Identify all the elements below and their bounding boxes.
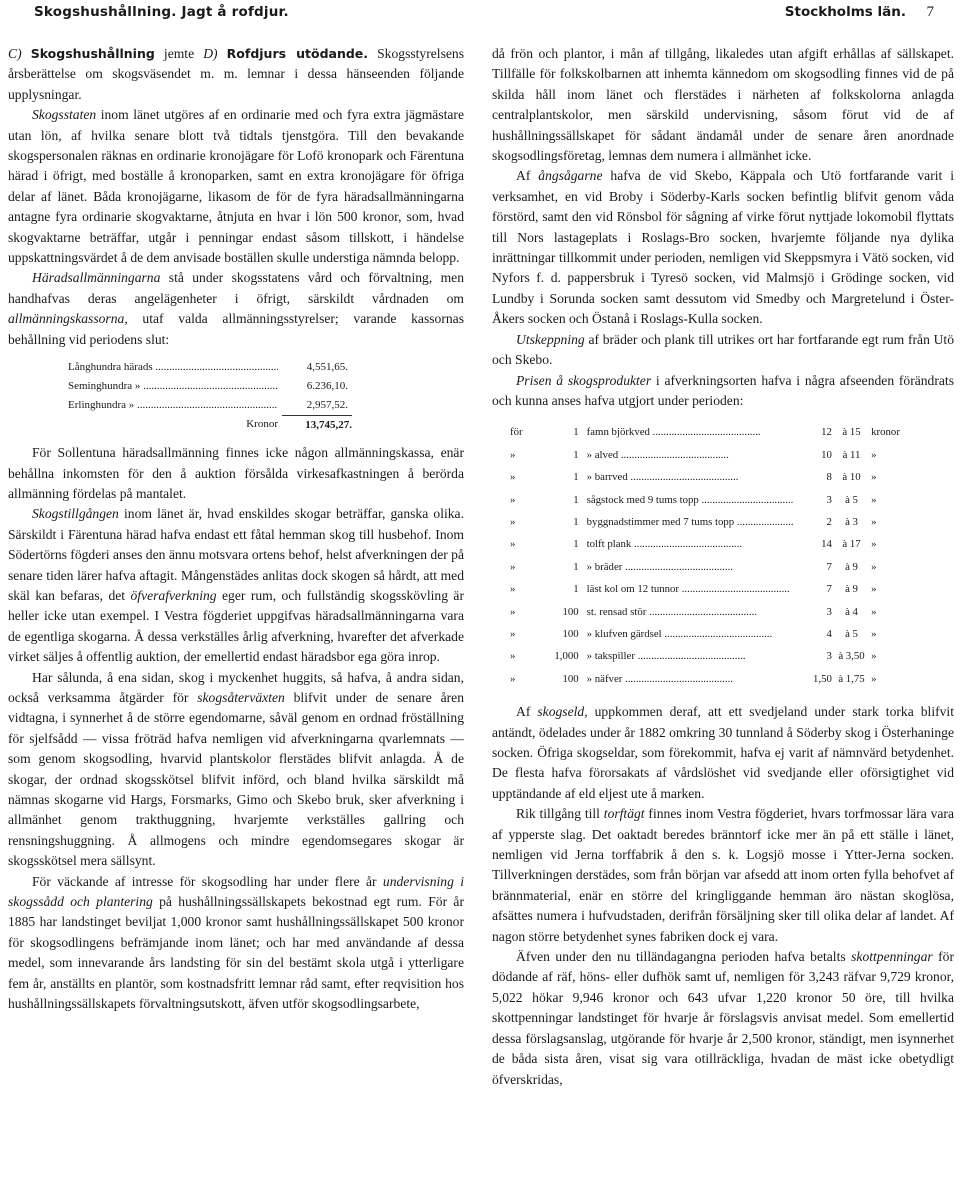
- price-cell-qty: 1: [573, 448, 579, 461]
- price-cell-pre: »: [510, 515, 516, 528]
- price-cell-item: » takspiller .....: [587, 645, 793, 667]
- paragraph-skogseld: Af skogseld, uppkommen deraf, att ett svedjeland under stark torka blifvit antändt, ödelades under år 1882 omkring 30 tunnland å Söderby skog i Österhaninge socken. Öfriga skogseldar, som förekommit, hafva ej varit af nämnvärd betydenhet. De flesta hafva förorsakats af vårdslöshet vid svedjande eller oförsigtighet vid upptändande af eld eljest ute å marken.: [492, 704, 954, 801]
- price-cell-unit: »: [871, 560, 877, 573]
- price-cell-qty: 1,000: [554, 650, 579, 663]
- price-cell-item: » barrved .....: [587, 466, 793, 488]
- kassor-table: [68, 358, 388, 435]
- price-table: [510, 421, 930, 690]
- price-cell-item: läst kol om 12 tunnor .....: [587, 578, 793, 600]
- price-cell-to: à 9: [845, 583, 858, 596]
- price-cell-from: 3: [826, 605, 832, 618]
- price-cell-unit: »: [871, 515, 877, 528]
- paragraph-skogstillgangen: Skogstillgången inom länet är, hvad enskildes skogar beträffar, ganska olika. Särskildt i Färentuna härad hafva endast ett fåtal hemman skog till husbehof. Inom Södertörns fögderi anses den ännu motsvara ortens behof, helst afverkningen der på senare tiden lärer hafva aftagit. Mångenstädes anlitas dock skogen så hårdt, att med skäl kan befaras, det öfverafverkning eger rum, och fullständig skogsskövling är heller icke utan exempel. I Vestra fögderiet uppgifvas häradsallmänningarna vara de egentliga skogarna. Å dessa verkställes årlig afverkning, hvarefter det afverkade virket säljes å offentlig auktion, der emellertid endast häradsbor ega göra inrop.: [8, 506, 465, 665]
- price-cell-unit: »: [871, 650, 877, 663]
- price-cell-pre: »: [510, 583, 516, 596]
- price-cell-qty: 1: [573, 426, 579, 439]
- price-cell-unit: »: [871, 471, 877, 484]
- table-row: Erlinghundra » ..... 2,957,52.: [68, 396, 388, 415]
- price-cell-to: à 1,75: [838, 672, 865, 685]
- price-cell-unit: »: [871, 672, 877, 685]
- price-row: [510, 533, 930, 555]
- price-row: [510, 421, 930, 443]
- price-cell-unit: »: [871, 493, 877, 506]
- price-cell-item: » alved .....: [587, 444, 793, 466]
- price-row: [510, 645, 930, 667]
- price-cell-from: 1,50: [812, 672, 832, 685]
- price-cell-qty: 100: [562, 672, 579, 685]
- price-cell-to: à 3,50: [838, 650, 865, 663]
- price-cell-qty: 100: [562, 605, 579, 618]
- price-row: [510, 556, 930, 578]
- price-cell-to: à 4: [845, 605, 858, 618]
- price-cell-to: à 15: [842, 426, 861, 439]
- paragraph-skogsstaten: Skogsstaten inom länet utgöres af en ordinarie med och fyra extra jägmästare utan lön, af hvilka senare blott två tidtals tjenstgöra. Till den bevakande skogspersonalen räknas en ordinarie kronojägare för Lofö kronopark och Färentuna härad i öfrigt, med boställe å kronoparken, samt en extra kronojägare för öfriga delar af länet. Båda kronojägarne, likasom de för de fyra häradsallmänningarna antagne fyra ordinarie skogvaktarne, åtnjuta en hvar i lön 500 kronor, som, hvad skogvaktarne beträffar, utgår i penningar endast såsom tillskott, i händelse uppskattningsvärdet å de dem anvisade boställen skulle understiga nämnda belopp.: [8, 107, 464, 266]
- price-cell-pre: »: [510, 448, 516, 461]
- price-cell-to: à 9: [845, 560, 858, 573]
- price-cell-unit: »: [871, 538, 877, 551]
- price-cell-to: à 3: [845, 515, 858, 528]
- price-cell-pre: »: [510, 627, 516, 640]
- price-cell-to: à 11: [842, 448, 861, 461]
- price-row: [510, 668, 930, 690]
- paragraph-skottpenningar: Äfven under den nu tilländagangna perioden hafva betalts skottpenningar för dödande af räf, höns- eller dufhök samt uf, nemligen för 3,243 räfvar 9,729 kronor, 5,022 hökar 9,946 kronor och 643 ufvar 1,220 kronor 50 öre, till hvilka skottpenningar landstinget för hvarje år förslagsvis anvisat medel. Som emellertid dessa förslagsanslag, utgörande för hvarje år 2,500 kronor, ständigt, men isynnerhet de båda sista åren, visat sig vara otillräckliga, hvadan de mäst icke obetydligt öfverskridas,: [492, 949, 955, 1087]
- paragraph-angsagar: Af ångsågarne hafva de vid Skebo, Käppala och Utö fortfarande varit i verksamhet, en vid Broby i Söderby-Karls socken befintlig blifvit genom våda förstörd, samt den vid Rönsbol för sågning af virke förut nyttjade lokomobil flyttats till Nors lastageplats i Roslags-Bro socken, hvarjemte följande nya dylika inrättningar tillkommit under perioden, nemligen vid Skeppsmyra i Vätö socken, vid Nyfors f. d. pappersbruk i Tyresö socken, vid Malmsjö i Grödinge socken, vid Lundby i Sorunda socken samt dessutom vid Smedby och Margretelund i Öster-Åkers socken och Östanå i Roslags-Kulla socken.: [492, 168, 954, 327]
- price-cell-to: à 5: [845, 627, 858, 640]
- price-cell-to: à 5: [845, 493, 858, 506]
- price-cell-from: 3: [826, 493, 832, 506]
- table-total-row: Kronor 13,745,27.: [68, 415, 388, 435]
- price-cell-pre: »: [510, 493, 516, 506]
- price-cell-pre: »: [510, 560, 516, 573]
- price-cell-qty: 1: [573, 538, 579, 551]
- price-row: [510, 466, 930, 488]
- page-header: [34, 4, 934, 26]
- price-cell-from: 8: [826, 471, 832, 484]
- price-cell-from: 7: [826, 583, 832, 596]
- price-cell-from: 3: [826, 650, 832, 663]
- paragraph-torftagt: Rik tillgång till torftägt finnes inom Vestra fögderiet, hvars torfmossar lära vara af ypperste slag. Det oaktadt beredes bränntorf icke mer än på ett ställe i länet, nemligen vid Jerna torffabrik å den s. k. Logsjö mosse i Ytter-Jerna socken. Tillverkningen derstädes, som från början var afsedd att inom orten fylla behofvet af brännmaterial, enär en större del kringliggande hemman äro nästan skoglösa, afsättes numera i hufvudstaden, derifrån försäljning sker till olika delar af landet. Af nagon större betydenhet synes fabriken dock ej vara.: [492, 806, 954, 944]
- left-column: [8, 44, 464, 1014]
- price-cell-pre: »: [510, 471, 516, 484]
- paragraph-sollentuna: För Sollentuna häradsallmänning finnes icke någon allmänningskassa, enär behållna inkomsten för den å auktion försålda virkesafkastningen å berörda allmänning fördelas på mantalet.: [8, 445, 464, 501]
- price-cell-item: » klufven gärdsel .....: [587, 623, 793, 645]
- price-row: [510, 489, 930, 511]
- price-cell-from: 4: [826, 627, 832, 640]
- price-row: [510, 601, 930, 623]
- paragraph-utskeppning: Utskeppning af bräder och plank till utrikes ort har fortfarande egt rum från Utö och Skebo.: [492, 331, 954, 368]
- price-cell-item: sågstock med 9 tums topp .....: [587, 489, 793, 511]
- price-cell-from: 14: [821, 538, 832, 551]
- price-cell-unit: »: [871, 448, 877, 461]
- paragraph-haradsallmanningar: Häradsallmänningarna stå under skogsstatens vård och förvaltning, men handhafvas deras angelägenheter i öfrigt, särskildt vårdnaden om allmänningskassorna, utaf valda allmänningsstyrelser; varande kassornas behållning vid periodens slut:: [8, 270, 464, 347]
- section-intro: C) Skogshushållning jemte D) Rofdjurs utödande. Skogsstyrelsens årsberättelse om skogsväsendet m. m. lemnar i dessa hänseenden följande upplysningar.: [8, 46, 464, 102]
- paragraph-undervisning: För väckande af intresse för skogsodling har under flere år undervisning i skogssådd och plantering på hushållningssällskapets bekostnad egt rum. För år 1885 har landstinget beviljat 1,000 kronor samt hushållningssällskapet 500 kronor för skogsodlingens befrämjande inom länet; och har med användande af dessa medel, som innevarande års landsting för sin del bestämt skola utgå i ytterligare fem år, anställts en plantör, som kostnadsfritt lemnar råd samt, efter reqvisition hos hushållningssällskapets förvaltningsutskott, äfven utför skogsodlingsarbete,: [8, 873, 464, 1012]
- price-cell-pre: »: [510, 538, 516, 551]
- price-cell-pre: »: [510, 605, 516, 618]
- price-cell-qty: 1: [573, 515, 579, 528]
- running-head-left: Skogshushållning. Jagt å rofdjur.: [34, 4, 289, 20]
- price-cell-from: 2: [826, 515, 832, 528]
- price-cell-item: byggnadstimmer med 7 tums topp .....: [587, 511, 793, 533]
- price-cell-pre: »: [510, 650, 516, 663]
- price-cell-from: 7: [826, 560, 832, 573]
- paragraph-skogsaterväxt: Har sålunda, å ena sidan, skog i myckenhet huggits, så hafva, å andra sidan, också verksamma åtgärder för skogsåterväxten blifvit under de senare åren vidtagna, i synnerhet å de större egendomarne, såväl genom en ordnad fröställning för sjelfsådd — vissa fröträd hafva nemligen vid afverkningarna qvarlemnats — som genom skogsodling, hvarvid plantskolor flerstädes blifvit anlagda. Å de skogar, der ordnad skogsskötsel blifvit införd, och bland hvilka särskildt må nämnas skogarne vid Hargs, Forsmarks, Gimo och Skebo bruk, sker afverkning i allmänhet genom trakthuggning, hvarjemte verkställes gallring och rensningshuggning. Å allmogens och mindre egendomsegares skogar är skogsskötsel mera sällsynt.: [8, 669, 464, 869]
- price-row: [510, 444, 930, 466]
- price-cell-qty: 1: [573, 560, 579, 573]
- price-cell-item: famn björkved .....: [587, 421, 793, 443]
- right-column: [492, 44, 954, 1090]
- price-cell-unit: »: [871, 583, 877, 596]
- paragraph-prisen: Prisen å skogsprodukter i afverkningsorten hafva i några afseenden förändrats och kunna anses hafva utgjort under perioden:: [492, 372, 954, 408]
- price-cell-unit: »: [871, 605, 877, 618]
- price-row: [510, 511, 930, 533]
- price-cell-qty: 1: [573, 471, 579, 484]
- price-cell-item: st. rensad stör .....: [587, 601, 793, 623]
- price-cell-from: 10: [821, 448, 832, 461]
- price-cell-qty: 100: [562, 627, 579, 640]
- price-cell-item: tolft plank .....: [587, 533, 793, 555]
- price-cell-unit: kronor: [871, 426, 900, 439]
- price-cell-to: à 17: [842, 538, 861, 551]
- price-cell-pre: »: [510, 672, 516, 685]
- price-row: [510, 578, 930, 600]
- price-cell-to: à 10: [842, 471, 861, 484]
- price-row: [510, 623, 930, 645]
- paragraph-continued: då frön och plantor, i mån af tillgång, likaledes utan afgift erhållas af sällskapet. Tillfälle för folkskolbarnen att inhemta kännedom om skogsodling finnes vid de på skilda håll inom länet och flerstädes i närheten af folkskolorna anlagda centralplantskolor, men särskild undervisning, såsom förut vid de af hushållningssällskapet för sådant ändamål under de senare åren anordnade skogsodlingsföretag, lemnas dem numera i allmänhet icke.: [492, 46, 954, 164]
- price-cell-from: 12: [821, 426, 832, 439]
- price-cell-pre: för: [510, 426, 523, 439]
- price-cell-qty: 1: [573, 493, 579, 506]
- table-row: Långhundra härads ..... 4,551,65.: [68, 358, 388, 377]
- price-cell-qty: 1: [573, 583, 579, 596]
- page-number: 7: [926, 4, 934, 20]
- running-head-right: Stockholms län.: [784, 4, 906, 20]
- price-cell-item: » näfver .....: [587, 668, 793, 690]
- price-cell-unit: »: [871, 627, 877, 640]
- price-cell-item: » bräder .....: [587, 556, 793, 578]
- table-row: Seminghundra » ..... 6.236,10.: [68, 377, 388, 396]
